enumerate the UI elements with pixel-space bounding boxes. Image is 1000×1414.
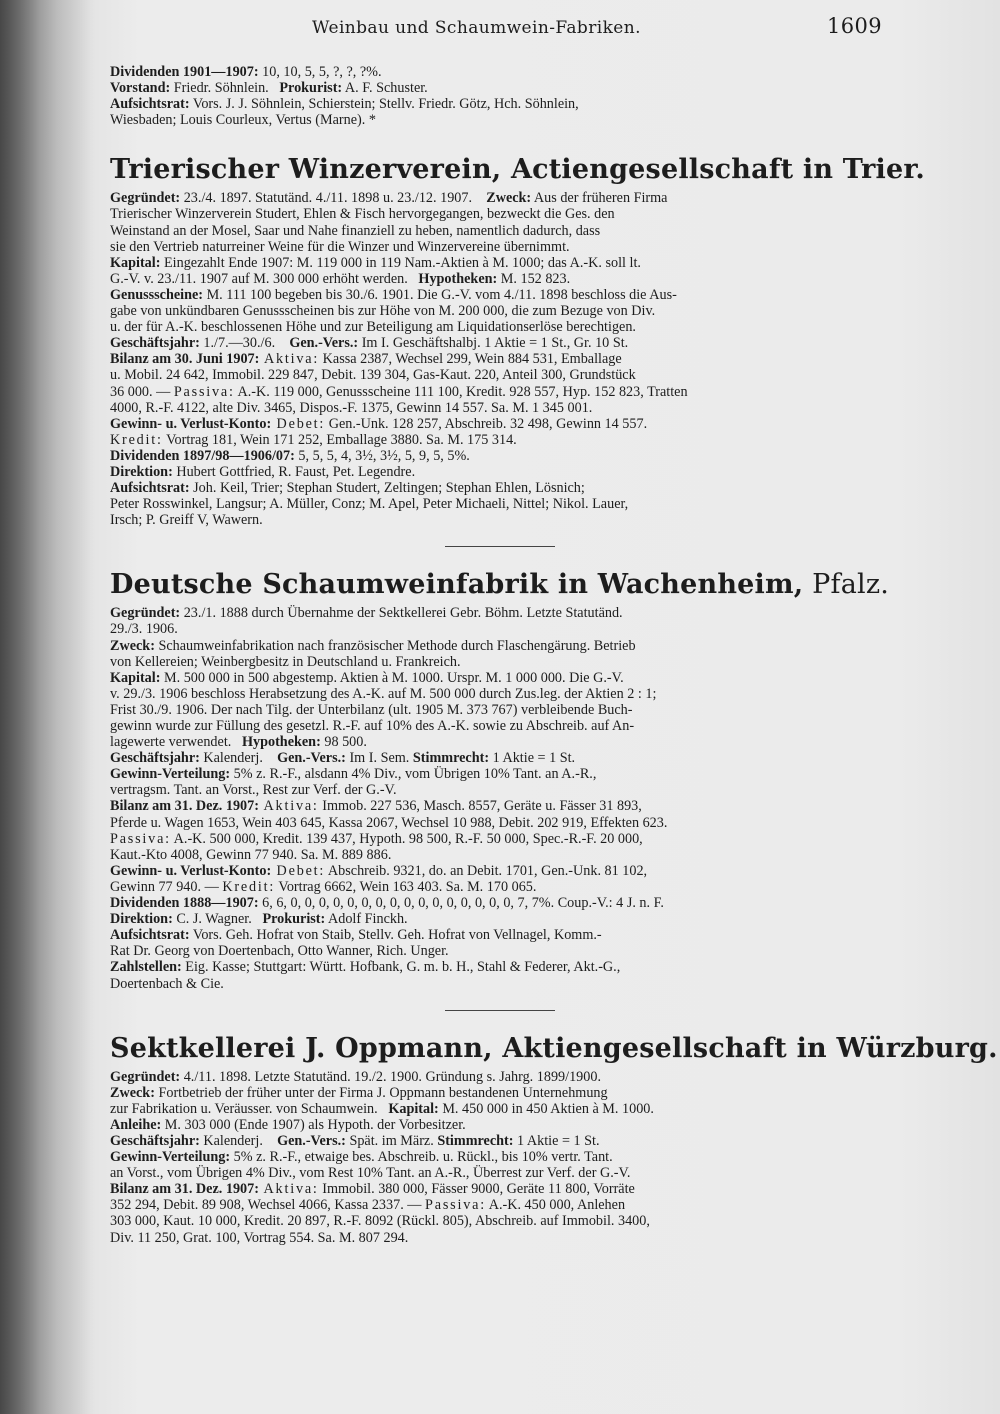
- field-label: Bilanz am 31. Dez. 1907:: [110, 798, 259, 815]
- line-text: C. J. Wagner.: [172, 911, 252, 928]
- field-label: Geschäftsjahr:: [110, 1132, 200, 1149]
- text-line: [110, 782, 890, 798]
- text-line: [110, 239, 890, 255]
- text-line: [110, 1069, 890, 1085]
- text-line: [110, 432, 890, 448]
- line-text: 1 Aktie = 1 St.: [489, 750, 576, 767]
- section-wuerzburg: [110, 1069, 890, 1246]
- line-text: Kalenderj.: [199, 1132, 267, 1149]
- line-text: M. 450 000 in 450 Aktien à M. 1000.: [438, 1100, 654, 1117]
- line-text: M. 303 000 (Ende 1907) als Hypoth. der Vorbesitzer.: [161, 1116, 466, 1133]
- spaced-label: Kredit:: [110, 431, 163, 448]
- line-text: A.-K. 119 000, Genussscheine 111 100, Kredit. 928 557, Hyp. 152 823, Tratten: [234, 383, 688, 400]
- line-text: Aus der früheren Firma: [531, 190, 668, 207]
- field-label: Genussscheine:: [110, 286, 204, 303]
- text-line: [110, 638, 890, 654]
- text-line: [110, 255, 890, 271]
- field-label: Aufsichtsrat:: [110, 480, 190, 497]
- text-line: [110, 206, 890, 222]
- line-text: Trierischer Winzerverein Studert, Ehlen & Fisch hervorgegangen, bezweckt die Ges. den: [110, 206, 615, 223]
- line-text: Pferde u. Wagen 1653, Wein 403 645, Kassa 2067, Wechsel 10 988, Debit. 202 919, Effekten 623.: [110, 814, 668, 831]
- section-trier: [110, 190, 890, 528]
- field-label: Gen.-Vers.:: [277, 1132, 346, 1149]
- section-wachenheim: [110, 605, 890, 991]
- line-text: Im I. Geschäftshalbj. 1 Aktie = 1 St., Gr. 10 St.: [358, 335, 629, 352]
- field-label: Stimmrecht:: [412, 750, 490, 767]
- line-text: 6, 6, 0, 0, 0, 0, 0, 0, 0, 0, 0, 0, 0, 0, 0, 0, 0, 0, 7, 7%. Coup.-V.: 4 J. n. F.: [258, 895, 664, 912]
- line-text: M. 152 823.: [497, 270, 571, 287]
- line-text: 303 000, Kaut. 10 000, Kredit. 20 897, R.-F. 8092 (Rückl. 805), Abschreib. auf Immobil. 3400,: [110, 1213, 650, 1230]
- line-text: Adolf Finckh.: [325, 911, 408, 928]
- line-text: von Kellereien; Weinbergbesitz in Deutschland u. Frankreich.: [110, 653, 461, 670]
- line-text: Spät. im März.: [345, 1132, 438, 1149]
- field-label: Gen.-Vers.:: [289, 335, 359, 352]
- field-label: Dividenden 1901—1907:: [110, 64, 259, 80]
- field-label: Gewinn-Verteilung:: [110, 1149, 231, 1166]
- text-line: [110, 927, 890, 943]
- page-header: [300, 14, 890, 44]
- text-line: [110, 976, 890, 992]
- line-text: A.-K. 500 000, Kredit. 139 437, Hypoth. 98 500, R.-F. 50 000, Spec.-R.-F. 20 000,: [170, 830, 643, 847]
- spaced-label: Aktiva:: [259, 351, 320, 368]
- text-line: [110, 1117, 890, 1133]
- text-line: [110, 223, 890, 239]
- line-text: Peter Rosswinkel, Langsur; A. Müller, Conz; M. Apel, Peter Michaeli, Nittel; Nikol. Lauer,: [110, 496, 629, 513]
- line-text: 10, 10, 5, 5, ?, ?, ?%.: [258, 64, 382, 80]
- field-label: Aufsichtsrat:: [110, 927, 190, 944]
- text-line: [110, 750, 890, 766]
- field-label: Bilanz am 31. Dez. 1907:: [110, 1181, 259, 1198]
- field-label: Geschäftsjahr:: [110, 335, 200, 352]
- line-text: sie den Vertrieb naturreiner Weine für die Winzer und Winzervereine übernimmt.: [110, 238, 570, 255]
- field-label: Gewinn-Verteilung:: [110, 766, 231, 783]
- line-text: Immobil. 380 000, Fässer 9000, Geräte 11 800, Vorräte: [318, 1181, 635, 1198]
- text-line: [110, 847, 890, 863]
- text-line: [110, 1181, 890, 1197]
- running-title: Weinbau und Schaumwein-Fabriken.: [312, 18, 641, 38]
- text-line: [110, 1133, 890, 1149]
- field-label: Gegründet:: [110, 190, 181, 207]
- field-label: Zweck:: [486, 190, 532, 207]
- spaced-label: Passiva:: [173, 383, 235, 400]
- text-line: [110, 686, 890, 702]
- line-text: 4./11. 1898. Letzte Statutänd. 19./2. 1900. Gründung s. Jahrg. 1899/1900.: [180, 1068, 602, 1085]
- text-column: [110, 64, 998, 1246]
- field-label: Kapital:: [388, 1100, 439, 1117]
- field-label: Zweck:: [110, 637, 155, 654]
- spaced-label: Debet:: [271, 415, 326, 432]
- line-text: Abschreib. 9321, do. an Debit. 1701, Gen.-Unk. 81 102,: [325, 862, 648, 879]
- field-label: Aufsichtsrat:: [110, 96, 190, 113]
- text-line: [110, 1197, 890, 1213]
- text-line: [110, 351, 890, 367]
- text-line: [110, 464, 890, 480]
- text-line: [110, 1230, 890, 1246]
- text-line: [110, 734, 890, 750]
- field-label: Hypotheken:: [418, 270, 498, 287]
- field-label: Gegründet:: [110, 1068, 181, 1085]
- text-line: [110, 335, 890, 351]
- line-text: Irsch; P. Greiff V, Wawern.: [110, 512, 263, 529]
- text-line: [110, 416, 890, 432]
- line-text: v. 29./3. 1906 beschloss Herabsetzung des A.-K. auf M. 500 000 durch Zus.leg. der Aktien 2 : 1;: [110, 685, 657, 702]
- section-soehnlein-continued: [110, 64, 890, 128]
- line-text: Kalenderj.: [199, 750, 267, 767]
- line-text: Eingezahlt Ende 1907: M. 119 000 in 119 Nam.-Aktien à M. 1000; das A.-K. soll lt.: [160, 254, 641, 271]
- field-label: Direktion:: [110, 911, 173, 928]
- line-text: 29./3. 1906.: [110, 621, 178, 638]
- line-text: Schaumweinfabrikation nach französischer Methode durch Flaschengärung. Betrieb: [154, 637, 636, 654]
- text-line: [110, 670, 890, 686]
- line-text: 1 Aktie = 1 St.: [513, 1132, 600, 1149]
- line-text: Immob. 227 536, Masch. 8557, Geräte u. Fässer 31 893,: [318, 798, 642, 815]
- text-line: [110, 384, 890, 400]
- field-label: Anleihe:: [110, 1116, 162, 1133]
- text-line: [110, 448, 890, 464]
- spaced-label: Debet:: [271, 862, 326, 879]
- line-text: Fortbetrieb der früher unter der Firma J. Oppmann bestandenen Unternehmung: [154, 1084, 608, 1101]
- line-text: 23./1. 1888 durch Übernahme der Sektkellerei Gebr. Böhm. Letzte Statutänd.: [180, 605, 623, 622]
- line-text: A. F. Schuster.: [342, 80, 428, 97]
- line-text: Friedr. Söhnlein.: [170, 80, 269, 97]
- line-text: Joh. Keil, Trier; Stephan Studert, Zeltingen; Stephan Ehlen, Lösnich;: [189, 480, 585, 497]
- line-text: Vortrag 6662, Wein 163 403. Sa. M. 170 065.: [275, 878, 537, 895]
- section-title-wachenheim: [110, 565, 890, 605]
- text-line: [110, 287, 890, 303]
- text-line: [110, 605, 890, 621]
- text-line: [110, 271, 890, 287]
- text-line: [110, 64, 890, 80]
- text-line: [110, 1149, 890, 1165]
- text-line: [110, 621, 890, 637]
- field-label: Prokurist:: [279, 80, 343, 97]
- text-line: [110, 96, 890, 112]
- text-line: [110, 303, 890, 319]
- page-number: 1609: [826, 14, 882, 38]
- line-text: Rat Dr. Georg von Doertenbach, Otto Wanner, Rich. Unger.: [110, 943, 449, 960]
- spaced-label: Passiva:: [425, 1197, 486, 1214]
- line-text: M. 500 000 in 500 abgestemp. Aktien à M. 1000. Urspr. M. 1 000 000. Die G.-V.: [160, 669, 624, 686]
- field-label: Kapital:: [110, 669, 161, 686]
- line-text: zur Fabrikation u. Veräusser. von Schaumwein.: [110, 1100, 378, 1117]
- text-line: [110, 1085, 890, 1101]
- line-text: 36 000. —: [110, 383, 174, 400]
- line-text: Hubert Gottfried, R. Faust, Pet. Legendre.: [172, 463, 416, 480]
- line-text: 98 500.: [320, 734, 367, 751]
- field-label: Prokurist:: [262, 911, 326, 928]
- line-text: 5% z. R.-F., alsdann 4% Div., vom Übrigen 10% Tant. an A.-R.,: [230, 766, 597, 783]
- line-text: Eig. Kasse; Stuttgart: Württ. Hofbank, G. m. b. H., Stahl & Federer, Akt.-G.,: [181, 959, 621, 976]
- line-text: lagewerte verwendet.: [110, 734, 232, 751]
- text-line: [110, 943, 890, 959]
- text-line: [110, 1165, 890, 1181]
- spaced-label: Aktiva:: [258, 798, 319, 815]
- field-label: Dividenden 1888—1907:: [110, 895, 259, 912]
- text-line: [110, 766, 890, 782]
- line-text: A.-K. 450 000, Anlehen: [485, 1197, 626, 1214]
- text-line: [110, 400, 890, 416]
- field-label: Geschäftsjahr:: [110, 750, 200, 767]
- field-label: Gegründet:: [110, 605, 181, 622]
- line-text: vertragsm. Tant. an Vorst., Rest zur Verf. der G.-V.: [110, 782, 397, 799]
- text-line: [110, 80, 890, 96]
- text-line: [110, 480, 890, 496]
- field-label: Gewinn- u. Verlust-Konto:: [110, 862, 272, 879]
- text-line: [110, 895, 890, 911]
- page-binding-shadow: [0, 0, 95, 1414]
- text-line: [110, 879, 890, 895]
- field-label: Kapital:: [110, 254, 161, 271]
- field-label: Hypotheken:: [241, 734, 321, 751]
- line-text: gabe von unkündbaren Genussscheinen bis zur Höhe von M. 200 000, die zum Bezuge von Div.: [110, 303, 656, 320]
- section-title-trier: Trierischer Winzerverein, Actiengesellschaft in Trier.: [110, 154, 925, 186]
- line-text: Kassa 2387, Wechsel 299, Wein 884 531, Emballage: [319, 351, 622, 368]
- line-text: Wiesbaden; Louis Courleux, Vertus (Marne). *: [110, 112, 376, 129]
- text-line: [110, 831, 890, 847]
- line-text: Doertenbach & Cie.: [110, 975, 224, 992]
- line-text: Vortrag 181, Wein 171 252, Emballage 3880. Sa. M. 175 314.: [162, 431, 517, 448]
- section-title-text: Deutsche Schaumweinfabrik in Wachenheim,: [110, 569, 804, 601]
- text-line: [110, 319, 890, 335]
- field-label: Gewinn- u. Verlust-Konto:: [110, 415, 272, 432]
- text-line: [110, 112, 890, 128]
- spaced-label: Aktiva:: [258, 1181, 319, 1198]
- line-text: Kaut.-Kto 4008, Gewinn 77 940. Sa. M. 889 886.: [110, 846, 392, 863]
- line-text: 5, 5, 5, 4, 3½, 3½, 5, 9, 5, 5%.: [294, 447, 470, 464]
- line-text: 4000, R.-F. 4122, alte Div. 3465, Dispos.-F. 1375, Gewinn 14 557. Sa. M. 1 345 001.: [110, 399, 593, 416]
- line-text: gewinn wurde zur Füllung des gesetzl. R.-F. auf 10% des A.-K. sowie zu Abschreib. auf An-: [110, 718, 635, 734]
- field-label: Vorstand:: [110, 80, 171, 97]
- text-line: [110, 798, 890, 814]
- text-line: [110, 512, 890, 528]
- line-text: 23./4. 1897. Statutänd. 4./11. 1898 u. 23./12. 1907.: [180, 190, 476, 207]
- line-text: Gewinn 77 940. —: [110, 878, 223, 895]
- text-line: [110, 911, 890, 927]
- text-line: [110, 496, 890, 512]
- section-title-wuerzburg: Sektkellerei J. Oppmann, Aktiengesellschaft in Würzburg.: [110, 1032, 998, 1064]
- line-text: u. der für A.-K. beschlossenen Höhe und zur Beteiligung am Liquidationserlöse berechtigen.: [110, 319, 636, 336]
- spaced-label: Passiva:: [110, 830, 171, 847]
- line-text: Vors. Geh. Hofrat von Staib, Stellv. Geh. Hofrat von Vellnagel, Komm.-: [189, 927, 602, 944]
- field-label: Gen.-Vers.:: [277, 750, 346, 767]
- field-label: Bilanz am 30. Juni 1907:: [110, 351, 260, 368]
- text-line: [110, 190, 890, 206]
- field-label: Zahlstellen:: [110, 959, 182, 976]
- section-title-suffix: Pfalz.: [803, 569, 890, 601]
- line-text: u. Mobil. 24 642, Immobil. 229 847, Debit. 139 304, Gas-Kaut. 220, Anteil 300, Grundstück: [110, 367, 636, 384]
- line-text: G.-V. v. 23./11. 1907 auf M. 300 000 erhöht werden.: [110, 270, 408, 287]
- field-label: Zweck:: [110, 1084, 155, 1101]
- text-line: [110, 815, 890, 831]
- line-text: Weinstand an der Mosel, Saar und Nahe finanziell zu heben, namentlich dadurch, dass: [110, 222, 601, 239]
- text-line: [110, 1213, 890, 1229]
- line-text: 1./7.—30./6.: [199, 335, 279, 352]
- text-line: [110, 718, 890, 734]
- line-text: Frist 30./9. 1906. Der nach Tilg. der Unterbilanz (ult. 1905 M. 373 767) verbleibende Buch-: [110, 701, 633, 718]
- text-line: [110, 654, 890, 670]
- line-text: M. 111 100 begeben bis 30./6. 1901. Die G.-V. vom 4./11. 1898 beschloss die Aus-: [203, 286, 677, 303]
- text-line: [110, 863, 890, 879]
- line-text: Im I. Sem.: [345, 750, 413, 767]
- line-text: Div. 11 250, Grat. 100, Vortrag 554. Sa. M. 807 294.: [110, 1229, 409, 1246]
- text-line: [110, 367, 890, 383]
- line-text: an Vorst., vom Übrigen 4% Div., vom Rest 10% Tant. an A.-R., Überrest zur Verf. der G.-V.: [110, 1165, 631, 1182]
- field-label: Dividenden 1897/98—1906/07:: [110, 447, 295, 464]
- field-label: Direktion:: [110, 463, 173, 480]
- text-line: [110, 702, 890, 718]
- line-text: 352 294, Debit. 89 908, Wechsel 4066, Kassa 2337. —: [110, 1197, 426, 1214]
- line-text: 5% z. R.-F., etwaige bes. Abschreib. u. Rückl., bis 10% vertr. Tant.: [230, 1149, 613, 1166]
- text-line: [110, 959, 890, 975]
- line-text: Vors. J. J. Söhnlein, Schierstein; Stellv. Friedr. Götz, Hch. Söhnlein,: [189, 96, 579, 113]
- line-text: Gen.-Unk. 128 257, Abschreib. 32 498, Gewinn 14 557.: [325, 415, 648, 432]
- field-label: Stimmrecht:: [437, 1132, 514, 1149]
- text-line: [110, 1101, 890, 1117]
- spaced-label: Kredit:: [222, 878, 276, 895]
